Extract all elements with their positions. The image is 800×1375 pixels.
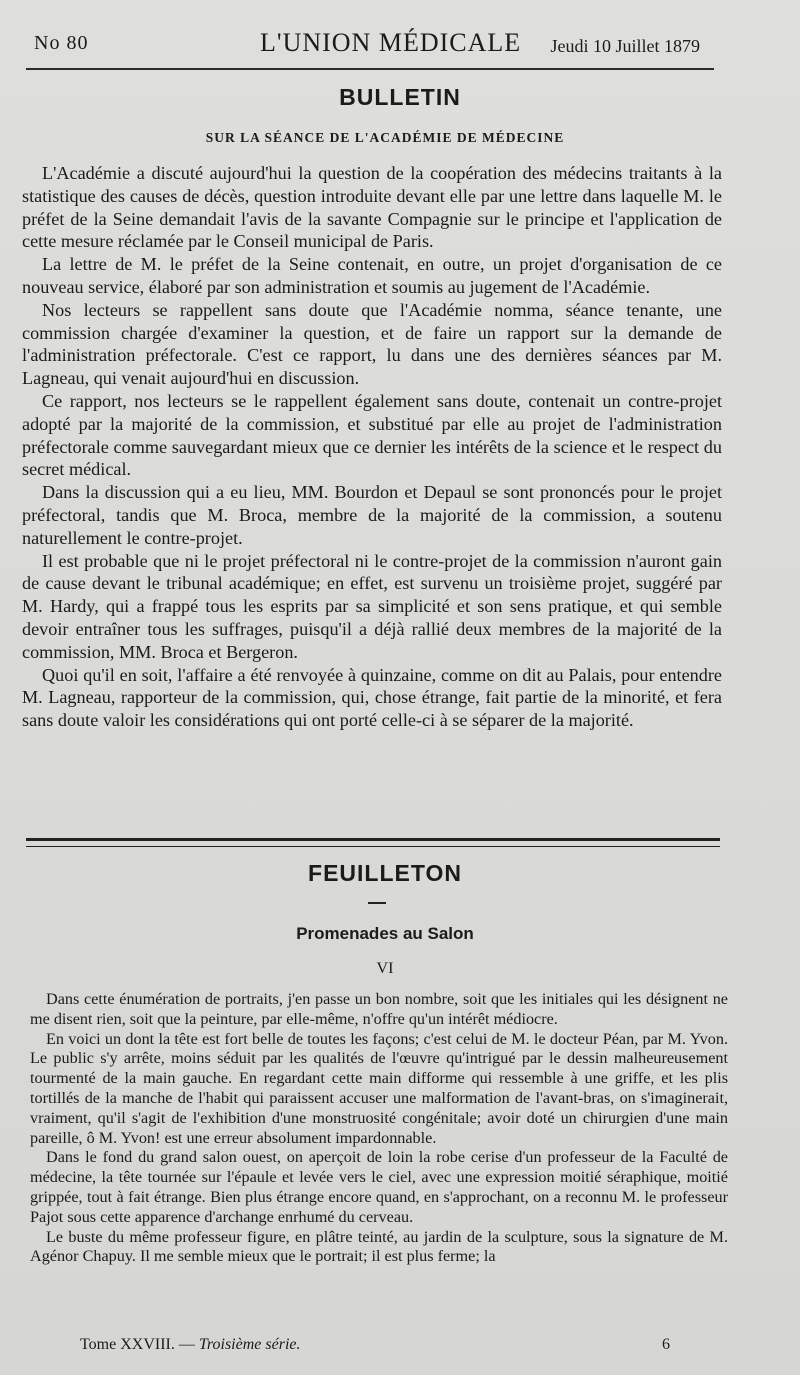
bulletin-paragraph: Ce rapport, nos lecteurs se le rappellent également sans doute, contenait un contre-projet adopté par la majorité de la commission, et substitué par elle au projet de l'administration préfectorale comme sauvegardant mieux que ce dernier les intérêts de la science et le respect du secret médical. — [22, 390, 722, 480]
section-divider — [26, 838, 720, 847]
header-rule — [26, 68, 714, 70]
bulletin-paragraph: Il est probable que ni le projet préfectoral ni le contre-projet de la commission n'auront gain de cause devant le tribunal académique; en effet, est survenu un troisième projet, suggéré par M. Hardy, qui a frappé tous les esprits par sa simplicité et son sens pratique, et qui semble devoir entraîner tous les suffrages, puisqu'il a déjà rallié deux membres de la majorité de la commission, MM. Broca et Bergeron. — [22, 550, 722, 662]
page-footer — [80, 1336, 670, 1360]
bulletin-paragraph: L'Académie a discuté aujourd'hui la question de la coopération des médecins traitants à la statistique des causes de décès, question introduite devant elle par une lettre dans laquelle M. le préfet de la Seine demandait l'avis de la savante Compagnie sur le principe et l'application de cette mesure réclamée par le Conseil municipal de Paris. — [22, 163, 722, 252]
volume-info — [80, 1336, 300, 1354]
bulletin-paragraph: Nos lecteurs se rappellent sans doute que l'Académie nomma, séance tenante, une commission chargée d'examiner la question, et de faire un rapport sur la demande de l'administration préfectorale. C'est ce rapport, lu dans une des dernières séances par M. Lagneau, qui venait aujourd'hui en discussion. — [22, 299, 722, 389]
feuilleton-paragraph: Dans cette énumération de portraits, j'en passe un bon nombre, soit que les initiales qui les désignent ne me disent rien, soit que la peinture, par elle-même, n'offre qu'un intérêt médiocre. — [30, 990, 728, 1028]
masthead — [32, 26, 700, 66]
tome-label: Tome XXVIII. — — [80, 1336, 195, 1353]
bulletin-title: BULLETIN — [339, 84, 461, 110]
bulletin-subtitle: SUR LA SÉANCE DE L'ACADÉMIE DE MÉDECINE — [205, 130, 565, 145]
feuilleton-paragraph: Dans le fond du grand salon ouest, on aperçoit de loin la robe cerise d'un professeur de la Faculté de médecine, la tête tournée sur l'épaule et levée vers le ciel, avec une expression moitié séraphique, moitié grippée, tout à fait étrange. Bien plus étrange encore quand, en s'approchant, on a reconnu M. le professeur Pajot sous cette apparence d'archange enrhumé du cerveau. — [30, 1148, 728, 1226]
bulletin-paragraph: Quoi qu'il en soit, l'affaire a été renvoyée à quinzaine, comme on dit au Palais, pour entendre M. Lagneau, rapporteur de la commission, qui, chose étrange, fait partie de la minorité, et fera sans doute valoir les considérations qui ont porté celle-ci à se séparer de la majorité. — [22, 664, 722, 731]
feuilleton-paragraph: En voici un dont la tête est fort belle de toutes les façons; c'est celui de M. le docteur Péan, par M. Yvon. Le public s'y arrête, moins séduit par les qualités de l'œuvre qu'intrigué par le dessin malheureusement tourmenté de la main gauche. En regardant cette main difforme qui ressemble à une griffe, et les plis tortillés de la manche de l'habit qui paraissent accuser une malformation de l'avant-bras, on s'imaginerait, vraiment, qu'il s'agit de l'exhibition d'une monstruosité congénitale; avoir doté un chirurgien d'une main pareille, ô M. Yvon! est une erreur absolument impardonnable. — [30, 1029, 728, 1147]
issue-number: No 80 — [34, 32, 89, 54]
bulletin-paragraph: La lettre de M. le préfet de la Seine contenait, en outre, un projet d'organisation de ce nouveau service, élaboré par son administration et soumis au jugement de l'Académie. — [22, 254, 722, 297]
chapter-number: VI — [376, 960, 394, 977]
series-label: Troisième série. — [198, 1336, 301, 1353]
bulletin-body — [22, 162, 722, 732]
feuilleton-paragraph: Le buste du même professeur figure, en plâtre teinté, au jardin de la sculpture, sous la signature de M. Agénor Chapuy. Il me semble mieux que le portrait; il est plus ferme; la — [30, 1227, 728, 1266]
feuilleton-title: FEUILLETON — [308, 860, 462, 886]
page-number: 6 — [662, 1336, 670, 1353]
bulletin-paragraph: Dans la discussion qui a eu lieu, MM. Bourdon et Depaul se sont prononcés pour le projet préfectoral, tandis que M. Broca, membre de la majorité de la commission, a soutenu naturellement le contre-projet. — [22, 482, 722, 548]
newspaper-title: L'UNION MÉDICALE — [260, 28, 522, 57]
feuilleton-subtitle: Promenades au Salon — [296, 924, 474, 943]
issue-date: Jeudi 10 Juillet 1879 — [550, 36, 700, 56]
feuilleton-body — [30, 990, 728, 1267]
title-dash — [368, 902, 386, 904]
